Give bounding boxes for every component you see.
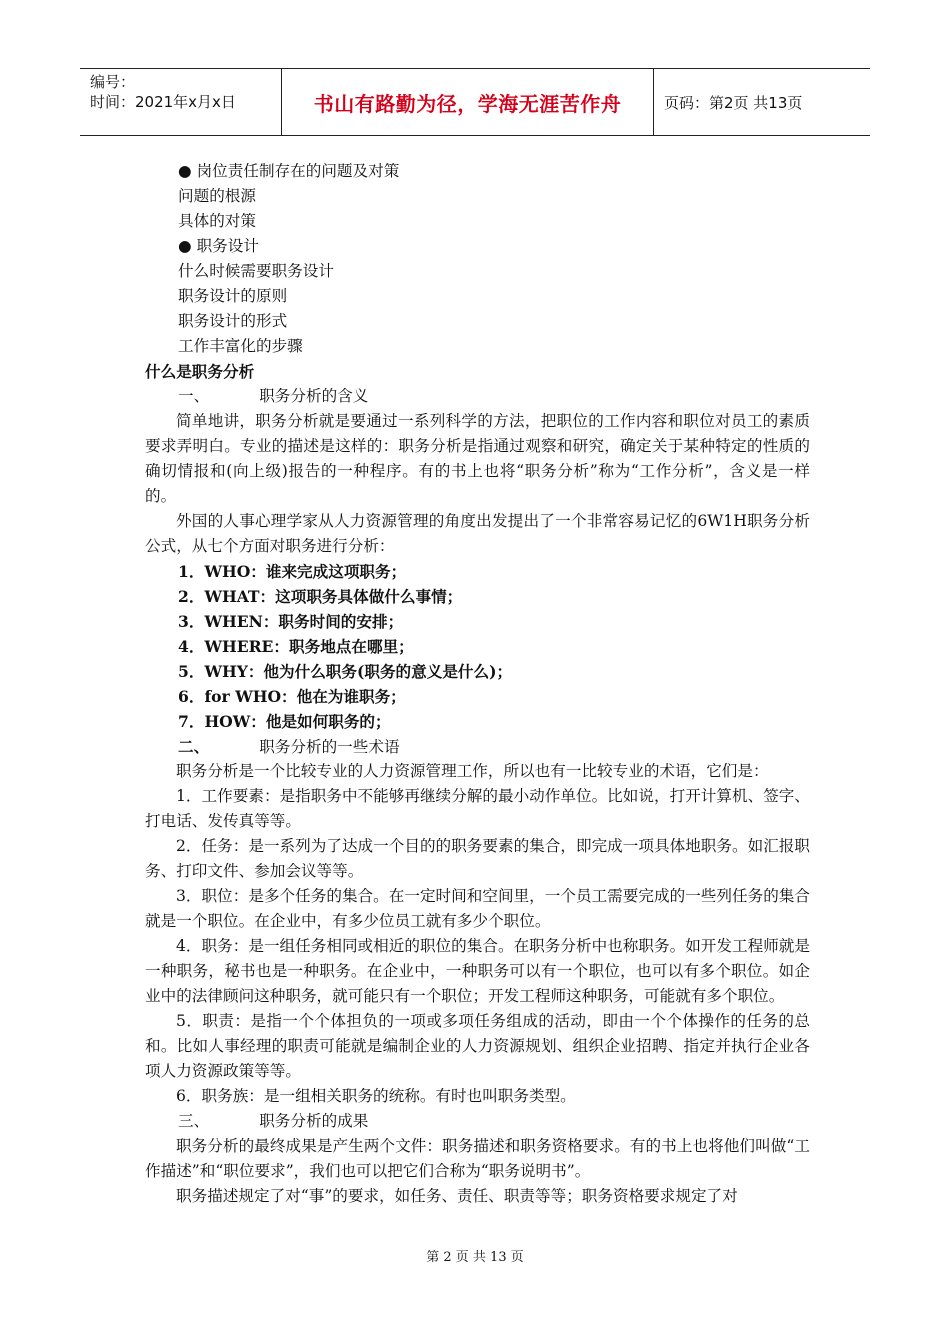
heading-2 <box>145 734 810 759</box>
term-item: 6．职务族：是一组相关职务的统称。有时也叫职务类型。 <box>176 1087 576 1105</box>
heading-number: 三、 <box>178 1112 210 1130</box>
term-item: 4．职务：是一组任务相同或相近的职位的集合。在职务分析中也称职务。如开发工程师就是一种职务，秘书也是一种职务。在企业中，一种职务可以有一个职位，也可以有多个职位。如企业中的法律顾问这种职务，就可能只有一个职位；开发工程师这种职务，可能就有多个职位。 <box>145 937 810 1005</box>
list-item: 5．WHY：他为什么职务(职务的意义是什么)； <box>178 662 513 681</box>
paragraph: 简单地讲，职务分析就是要通过一系列科学的方法，把职位的工作内容和职位对员工的素质要求弄明白。专业的描述是这样的：职务分析是指通过观察和研究，确定关于某种特定的性质的确切情报和(向上级)报告的一种程序。有的书上也将“职务分析”称为“工作分析”，含义是一样的。 <box>145 412 810 505</box>
page-footer: 第 2 页 共 13 页 <box>426 1250 524 1265</box>
header-motto-cell <box>282 69 654 135</box>
outline-item: 工作丰富化的步骤 <box>178 337 303 355</box>
header-page-cell <box>654 69 870 135</box>
page-header <box>80 68 870 136</box>
term-item: 5．职责：是指一个个体担负的一项或多项任务组成的活动，即由一个个体操作的任务的总和。比如人事经理的职责可能就是编制企业的人力资源规划、组织企业招聘、指定并执行企业各项人力资源政策等等。 <box>145 1012 810 1080</box>
list-item: 2．WHAT：这项职务具体做什么事情； <box>178 587 463 606</box>
heading-text: 职务分析的成果 <box>259 1112 369 1130</box>
outline-item: 具体的对策 <box>178 212 256 230</box>
code-label: 编号： <box>90 73 136 91</box>
heading-text: 职务分析的一些术语 <box>259 738 400 756</box>
term-item: 1．工作要素：是指职务中不能够再继续分解的最小动作单位。比如说，打开计算机、签字、打电话、发传真等等。 <box>145 787 810 830</box>
outline-item: ● 岗位责任制存在的问题及对策 <box>178 162 400 180</box>
term-item: 2．任务：是一系列为了达成一个目的的职务要素的集合，即完成一项具体地职务。如汇报职务、打印文件、参加会议等等。 <box>145 837 810 880</box>
list-item: 3．WHEN：职务时间的安排； <box>178 612 404 631</box>
paragraph: 职务分析的最终成果是产生两个文件：职务描述和职务资格要求。有的书上也将他们叫做“工作描述”和“职位要求”，我们也可以把它们合称为“职务说明书”。 <box>145 1137 810 1180</box>
list-item: 1．WHO：谁来完成这项职务； <box>178 562 407 581</box>
heading-number: 二、 <box>178 737 210 756</box>
paragraph: 职务描述规定了对“事”的要求，如任务、责任、职责等等；职务资格要求规定了对 <box>176 1187 738 1205</box>
term-item: 3．职位：是多个任务的集合。在一定时间和空间里，一个员工需要完成的一些列任务的集合就是一个职位。在企业中，有多少位员工就有多少个职位。 <box>145 887 810 930</box>
motto-text: 书山有路勤为径，学海无涯苦作舟 <box>313 91 622 116</box>
document-body <box>145 159 810 1209</box>
date-label: 时间：2021年x月x日 <box>90 93 236 111</box>
list-item: 6．for WHO：他在为谁职务； <box>178 687 406 706</box>
outline-item: 问题的根源 <box>178 187 256 205</box>
header-meta <box>80 69 282 135</box>
outline-item: ● 职务设计 <box>178 237 259 255</box>
page-label: 页码：第2页 共13页 <box>664 93 803 112</box>
list-item: 7．HOW：他是如何职务的； <box>178 712 391 731</box>
outline-item: 职务设计的原则 <box>178 287 288 305</box>
section-title: 什么是职务分析 <box>145 362 255 381</box>
list-item: 4．WHERE：职务地点在哪里； <box>178 637 414 656</box>
paragraph: 职务分析是一个比较专业的人力资源管理工作，所以也有一比较专业的术语，它们是： <box>176 762 769 780</box>
heading-number: 一、 <box>178 387 210 405</box>
outline-item: 什么时候需要职务设计 <box>178 262 334 280</box>
heading-text: 职务分析的含义 <box>259 387 369 405</box>
outline-item: 职务设计的形式 <box>178 312 288 330</box>
heading-3 <box>145 1109 810 1134</box>
heading-1 <box>145 384 810 409</box>
paragraph: 外国的人事心理学家从人力资源管理的角度出发提出了一个非常容易记忆的6W1H职务分析公式，从七个方面对职务进行分析： <box>145 512 810 555</box>
